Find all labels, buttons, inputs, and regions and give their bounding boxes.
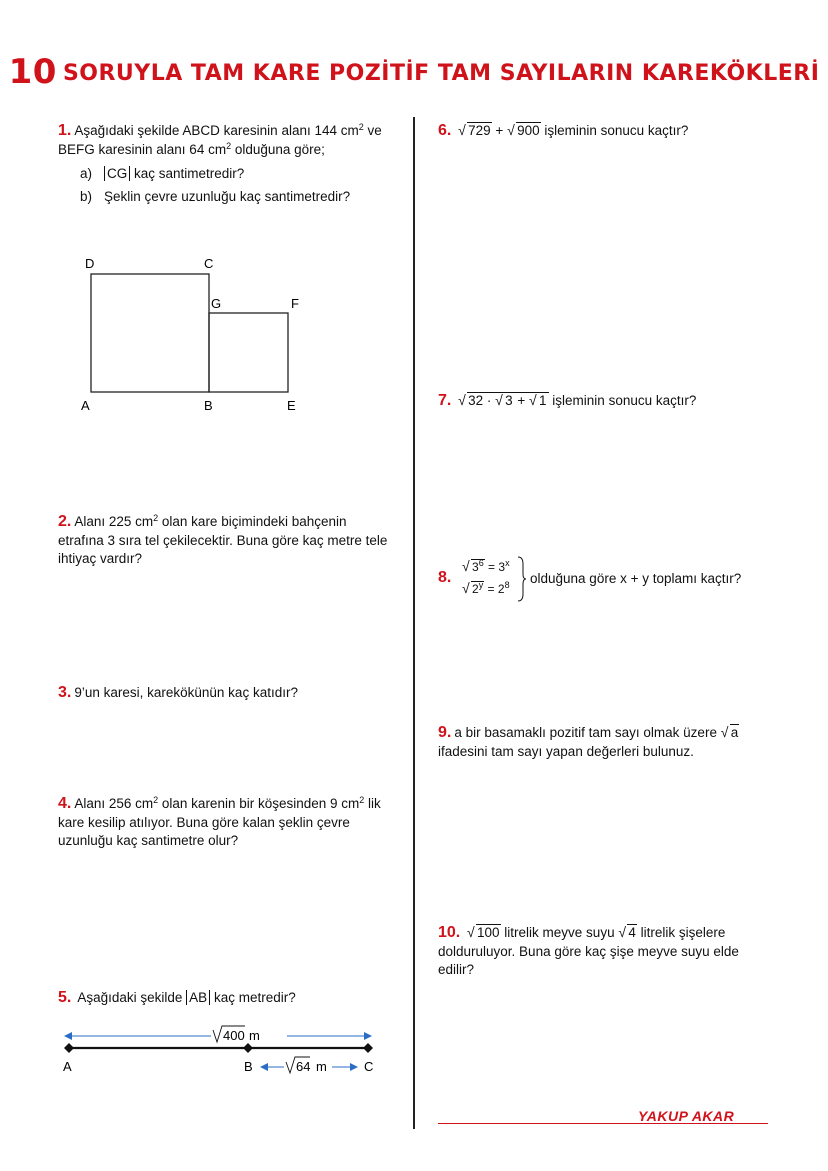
q3-text: 9’un karesi, karekökünün kaç katıdır?	[74, 685, 298, 700]
q1a-abs: CG	[104, 166, 130, 181]
q5-abs: AB	[186, 990, 210, 1005]
q1b-text: Şeklin çevre uzunluğu kaç santimetredir?	[104, 188, 351, 204]
label-a: A	[81, 398, 90, 413]
q8-equation-2: √ $2^y = 2^8$	[462, 580, 510, 596]
q4-text-2: olan karenin bir köşesinden 9 cm	[158, 796, 360, 811]
q1a-text: kaç santimetredir?	[130, 166, 245, 181]
question-number: 5.	[58, 989, 72, 1006]
short-unit: m	[316, 1059, 327, 1074]
q10-radical-1: √ 100	[467, 924, 500, 940]
question-number: 6.	[438, 122, 452, 139]
q5-number-line	[55, 1022, 395, 1082]
q8-text: olduğuna göre x + y toplamı kaçtır?	[530, 571, 742, 586]
question-number: 4.	[58, 795, 72, 812]
q6-text: işleminin sonucu kaçtır?	[540, 123, 689, 138]
column-divider	[413, 117, 415, 1129]
q4-text-3: lik kare kesilip atılıyor. Buna göre kalan şeklin çevre uzunluğu kaç santimetre olur?	[58, 796, 381, 848]
question-number: 2.	[58, 513, 72, 530]
question-number: 10.	[438, 924, 461, 941]
q9-radical: √ a	[720, 724, 739, 740]
long-unit: m	[249, 1028, 260, 1043]
q6-plus: +	[495, 123, 504, 138]
question-2: 2. Alanı 225 $cm^2$ olan kare biçimindeki bahçenin etrafına 3 sıra tel çekilecektir. Buna göre kaç metre tele ihtiyaç vardır?	[58, 513, 388, 566]
label-g: G	[211, 296, 222, 311]
question-5	[58, 989, 403, 1008]
square-abcd	[91, 274, 209, 392]
point-a	[64, 1043, 74, 1053]
q9-text-1: a bir basamaklı pozitif tam sayı olmak üzere	[454, 725, 721, 740]
question-number: 7.	[438, 392, 452, 409]
q1-text-2: ve BEFG karesinin alanı 64 cm	[58, 123, 382, 157]
q8-equation-1: √ $3^6 = 3^x$	[462, 558, 510, 574]
question-8	[438, 556, 783, 604]
q1b-label: b)	[80, 188, 93, 204]
q10-radical-2: √ 4	[618, 924, 636, 940]
question-number: 9.	[438, 724, 452, 741]
label-c: C	[204, 256, 214, 271]
q2-text-1: Alanı 225 cm	[74, 514, 154, 529]
page-title	[0, 52, 828, 92]
label-b: B	[204, 398, 213, 413]
question-number: 1.	[58, 122, 72, 139]
question-3	[58, 684, 403, 703]
q5-text-pre: Aşağıdaki şekilde	[77, 990, 187, 1005]
q5-text-post: kaç metredir?	[210, 990, 296, 1005]
question-number: 8.	[438, 569, 452, 586]
q9-text-2: ifadesini tam sayı yapan değerleri bulunuz.	[438, 743, 694, 759]
question-4: 4. Alanı 256 $cm^2$ olan karenin bir köşesinden 9 $cm^2$ lik kare kesilip atılıyor. Buna göre kalan şeklin çevre uzunluğu kaç santimetre olur?	[58, 795, 381, 848]
q1-text-3: olduğuna göre;	[231, 141, 325, 157]
title-text: SORUYLA TAM KARE POZİTİF TAM SAYILARIN KAREKÖKLERİ	[62, 61, 820, 86]
q8-equations	[462, 556, 510, 600]
long-value: 400	[223, 1028, 245, 1043]
q1a-label: a)	[80, 166, 93, 181]
short-value: 64	[296, 1059, 311, 1074]
label-c: C	[364, 1059, 374, 1074]
question-9	[438, 724, 768, 761]
question-10	[438, 924, 768, 980]
author-name: YAKUP AKAR	[638, 1108, 735, 1124]
q1-subquestions	[80, 165, 403, 206]
label-d: D	[85, 256, 95, 271]
question-7	[438, 392, 783, 411]
label-e: E	[287, 398, 296, 413]
q2-text-2: olan kare biçimindeki bahçenin etrafına 3 sıra tel çekilecektir. Buna göre kaç metre tele ihtiyaç vardır?	[58, 514, 388, 566]
q8-brace	[517, 556, 527, 602]
q6-radical-2: √ 900	[507, 122, 540, 138]
q7-radical-outer: √ 32 · √ 3 + √ 1	[458, 392, 547, 408]
q6-radical-1: √ 729	[458, 122, 491, 138]
label-f: F	[291, 296, 299, 311]
q7-text: işleminin sonucu kaçtır?	[548, 393, 697, 408]
question-6	[438, 122, 778, 141]
q10-text-1: litrelik meyve suyu	[500, 925, 619, 940]
square-befg	[209, 313, 288, 392]
point-c	[363, 1043, 373, 1053]
label-a: A	[63, 1059, 72, 1074]
label-b: B	[244, 1059, 253, 1074]
q1-square-figure	[70, 250, 320, 420]
question-number: 3.	[58, 684, 72, 701]
q10-text-2: litrelik şişelere dolduruluyor. Buna göre kaç şişe meyve suyu elde edilir?	[438, 925, 739, 977]
title-number: 10	[8, 52, 57, 92]
q1-text-1: Aşağıdaki şekilde ABCD karesinin alanı 144 cm	[74, 123, 359, 138]
point-b	[243, 1043, 253, 1053]
q4-text-1: Alanı 256 cm	[74, 796, 154, 811]
question-1: 1. Aşağıdaki şekilde ABCD karesinin alanı 144 $cm^2$ ve BEFG karesinin alanı 64 $cm^2$ olduğuna göre; a) CG kaç santimetredir? b) Şeklin çevre uzunluğu kaç santimetredir?	[58, 122, 403, 210]
